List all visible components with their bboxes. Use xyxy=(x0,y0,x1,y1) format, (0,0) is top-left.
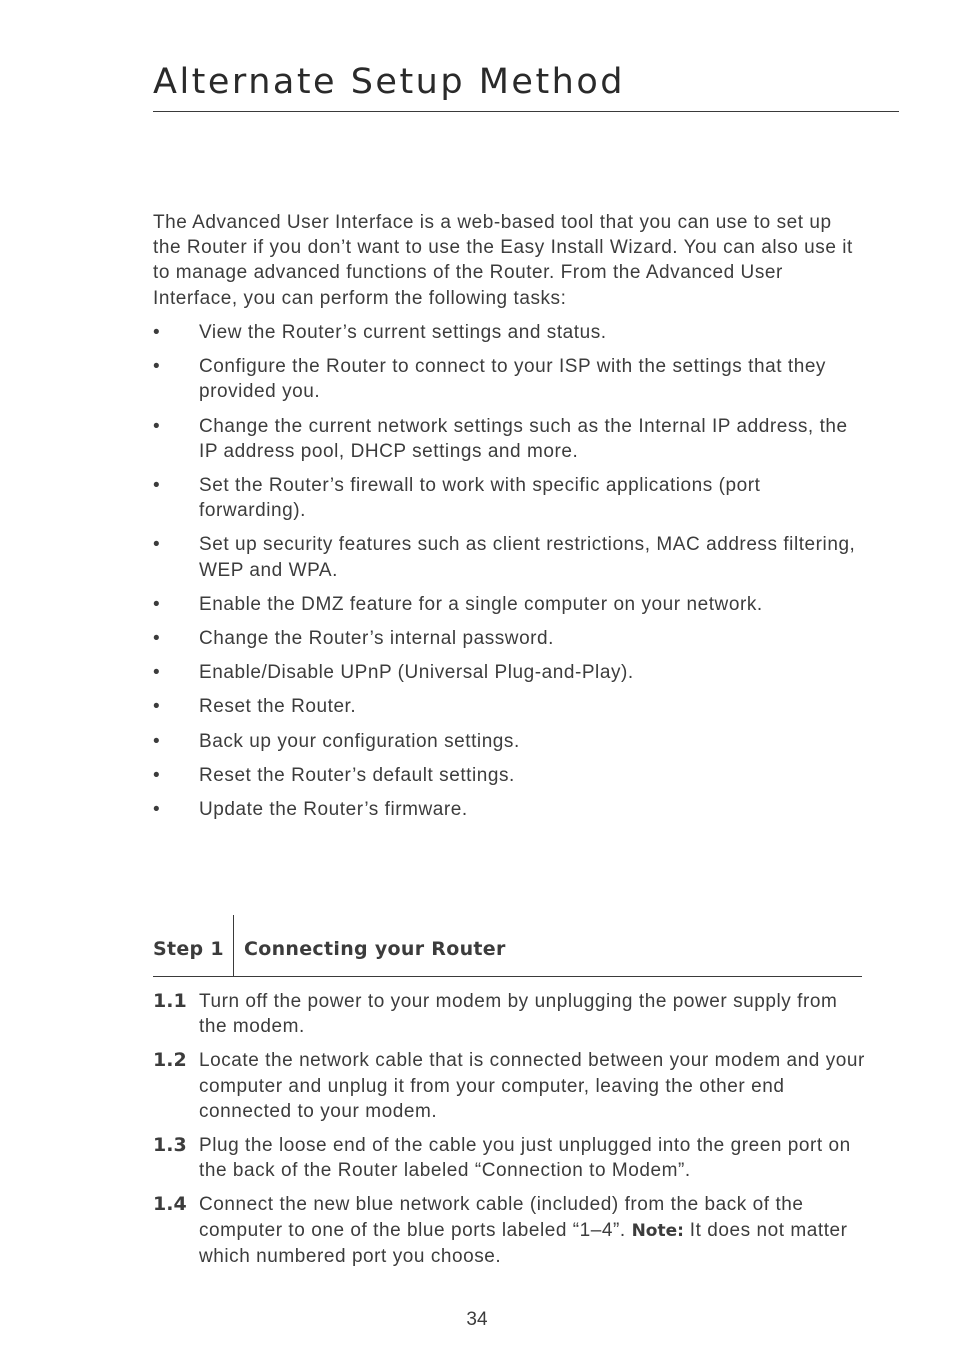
step-item xyxy=(153,1192,865,1269)
list-item xyxy=(153,592,865,617)
step-divider xyxy=(233,915,234,976)
list-item xyxy=(153,797,865,822)
bullet-icon: • xyxy=(153,662,161,684)
list-item xyxy=(153,473,865,523)
list-item xyxy=(153,320,865,345)
list-item xyxy=(153,354,865,404)
step-header xyxy=(153,915,862,977)
bullet-icon: • xyxy=(153,322,161,343)
step-text: Locate the network cable that is connected between your modem and your computer and unplug it from your computer, leaving the other end connected to your modem. xyxy=(199,1050,865,1122)
list-item-text: Set up security features such as client restrictions, MAC address filtering, WEP and WPA. xyxy=(199,534,856,581)
list-item xyxy=(153,729,865,754)
bullet-icon: • xyxy=(153,764,161,786)
step-number: 1.1 xyxy=(153,990,187,1012)
list-item xyxy=(153,414,865,464)
list-item-text: Reset the Router’s default settings. xyxy=(199,764,515,786)
task-list xyxy=(153,320,865,831)
bullet-icon: • xyxy=(153,628,161,650)
page-title: Alternate Setup Method xyxy=(153,62,625,102)
list-item-text: Enable the DMZ feature for a single computer on your network. xyxy=(199,593,763,615)
bullet-icon: • xyxy=(153,475,161,497)
list-item-text: View the Router’s current settings and status. xyxy=(199,322,607,343)
note-label: Note: xyxy=(631,1220,684,1241)
intro-paragraph: The Advanced User Interface is a web-based tool that you can use to set up the Router if you don’t want to use the Easy Install Wizard. You can also use it to manage advanced functions of the Router. From the Advanced User Interface, you can perform the following tasks: xyxy=(153,212,853,309)
step-number: 1.4 xyxy=(153,1193,187,1216)
list-item-text: Update the Router’s firmware. xyxy=(199,799,468,821)
list-item xyxy=(153,763,865,788)
step-number: 1.3 xyxy=(153,1134,187,1157)
step-title: Connecting your Router xyxy=(244,938,506,960)
step-item xyxy=(153,1048,865,1124)
step-item xyxy=(153,989,865,1039)
list-item-text: Set the Router’s firewall to work with specific applications (port forwarding). xyxy=(199,475,761,522)
bullet-icon: • xyxy=(153,415,161,437)
step-label: Step 1 xyxy=(153,938,224,960)
bullet-icon: • xyxy=(153,534,161,556)
bullet-icon: • xyxy=(153,356,161,378)
list-item xyxy=(153,532,865,582)
step-list xyxy=(153,989,865,1278)
list-item xyxy=(153,626,865,651)
list-item-text: Change the current network settings such as the Internal IP address, the IP address pool, DHCP settings and more. xyxy=(199,415,848,462)
list-item-text: Configure the Router to connect to your ISP with the settings that they provided you. xyxy=(199,356,826,403)
list-item-text: Back up your configuration settings. xyxy=(199,730,520,752)
list-item-text: Enable/Disable UPnP (Universal Plug-and-Play). xyxy=(199,662,634,684)
step-item xyxy=(153,1133,865,1183)
list-item xyxy=(153,660,865,685)
step-number: 1.2 xyxy=(153,1049,187,1072)
bullet-icon: • xyxy=(153,799,161,821)
step-text: Turn off the power to your modem by unplugging the power supply from the modem. xyxy=(199,991,838,1038)
page-number: 34 xyxy=(466,1309,488,1330)
list-item-text: Reset the Router. xyxy=(199,696,357,718)
bullet-icon: • xyxy=(153,593,161,615)
bullet-icon: • xyxy=(153,696,161,718)
title-divider xyxy=(153,111,899,112)
step-text: Plug the loose end of the cable you just unplugged into the green port on the back of the Router labeled “Connection to Modem”. xyxy=(199,1135,851,1182)
step-text: Connect the new blue network cable (included) from the back of the computer to one of the blue ports labeled “1–4”. xyxy=(199,1194,804,1241)
list-item xyxy=(153,694,865,719)
note-text: It does not matter which numbered port you choose. xyxy=(199,1219,848,1267)
bullet-icon: • xyxy=(153,730,161,752)
list-item-text: Change the Router’s internal password. xyxy=(199,628,555,650)
